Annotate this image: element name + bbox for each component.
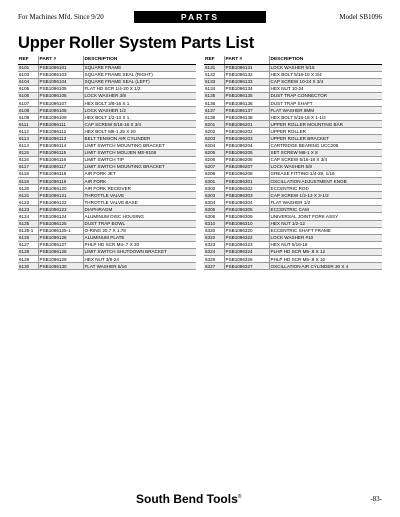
cell-ref: 6134 xyxy=(204,85,224,92)
cell-description: AIR FORK RECEIVER xyxy=(83,185,196,192)
table-row xyxy=(204,78,382,85)
table-row xyxy=(18,135,196,142)
column-header-part: PART # xyxy=(224,56,269,64)
table-row xyxy=(204,114,382,121)
cell-description: THROTTLE VALVE BASE xyxy=(83,199,196,206)
table-row xyxy=(18,78,196,85)
cell-part-number: PSB1096134 xyxy=(224,85,269,92)
cell-part-number: PSB1096320 xyxy=(224,227,269,234)
cell-part-number: PSB1096323 xyxy=(224,241,269,248)
cell-description: ECCENTRIC ROD xyxy=(269,185,382,192)
cell-ref: 6323 xyxy=(204,241,224,248)
table-row xyxy=(18,256,196,263)
cell-ref: 6125-1 xyxy=(18,227,38,234)
table-row xyxy=(204,142,382,149)
table-row xyxy=(204,170,382,177)
cell-part-number: PSB1096201 xyxy=(224,121,269,128)
table-row xyxy=(204,248,382,255)
cell-ref: 6205 xyxy=(204,149,224,156)
table-row xyxy=(204,206,382,213)
cell-description: OSCILLATION ADJUSTMENT KNOB xyxy=(269,178,382,185)
cell-description: PHLP HD SCR M4-.7 X 20 xyxy=(83,241,196,248)
table-row xyxy=(204,92,382,99)
cell-part-number: PSB1096136 xyxy=(224,99,269,106)
cell-description: OSCILLATION AIR CYLINDER 30 X 4 xyxy=(269,263,382,270)
cell-ref: 6303 xyxy=(204,192,224,199)
cell-part-number: PSB1096127 xyxy=(38,241,83,248)
cell-part-number: PSB1096111 xyxy=(38,121,83,128)
cell-part-number: PSB1096104 xyxy=(38,78,83,85)
cell-ref: 6302 xyxy=(204,185,224,192)
table-row xyxy=(18,107,196,114)
parts-table-right-body xyxy=(204,64,382,270)
table-row xyxy=(18,220,196,227)
cell-part-number: PSB1096138 xyxy=(224,114,269,121)
cell-description: PHLP HD SCR M5-.8 X 10 xyxy=(269,256,382,263)
cell-part-number: PSB1096137 xyxy=(224,107,269,114)
cell-part-number: PSB1096116 xyxy=(38,156,83,163)
column-header-ref: REF xyxy=(18,56,38,64)
cell-ref: 6132 xyxy=(204,71,224,78)
table-row xyxy=(204,178,382,185)
cell-ref: 6126 xyxy=(18,234,38,241)
cell-description: CARTRIDGE BEARING UCC205 xyxy=(269,142,382,149)
cell-description: LIMIT SWITCH MOUNTING BRACKET xyxy=(83,142,196,149)
table-row xyxy=(204,220,382,227)
cell-description: DUST TRAP BOWL xyxy=(83,220,196,227)
cell-ref: 6103 xyxy=(18,71,38,78)
table-row xyxy=(18,241,196,248)
cell-ref: 6306 xyxy=(204,213,224,220)
cell-part-number: PSB1096122 xyxy=(38,199,83,206)
cell-part-number: PSB1096303 xyxy=(224,192,269,199)
cell-ref: 6301 xyxy=(204,178,224,185)
cell-ref: 6133 xyxy=(204,78,224,85)
cell-part-number: PSB1096124 xyxy=(38,213,83,220)
cell-ref: 6113 xyxy=(18,135,38,142)
cell-ref: 6123 xyxy=(18,206,38,213)
table-header-row xyxy=(18,56,196,64)
cell-ref: 6108 xyxy=(18,107,38,114)
cell-ref: 6322 xyxy=(204,234,224,241)
cell-description: CAP SCREW 5/16-18 X 3/4 xyxy=(269,156,382,163)
cell-ref: 6324 xyxy=(204,248,224,255)
cell-part-number: PSB1096106 xyxy=(38,92,83,99)
cell-part-number: PSB1096302 xyxy=(224,185,269,192)
cell-description: HEX BOLT 5/16-18 X 1-1/2 xyxy=(269,114,382,121)
cell-part-number: PSB1096208 xyxy=(224,170,269,177)
trademark-mark: ® xyxy=(237,494,242,500)
page-number: -83- xyxy=(370,495,382,503)
cell-part-number: PSB1096119 xyxy=(38,178,83,185)
cell-part-number: PSB1096125 xyxy=(38,220,83,227)
cell-part-number: PSB1096135 xyxy=(224,92,269,99)
table-row xyxy=(204,185,382,192)
cell-part-number: PSB1096205 xyxy=(224,149,269,156)
cell-part-number: PSB1096131 xyxy=(224,64,269,71)
cell-part-number: PSB1096129 xyxy=(38,256,83,263)
cell-description: LOCK WASHER 1/2 xyxy=(83,107,196,114)
cell-description: CAP SCREW 10-24 X 3/4 xyxy=(269,78,382,85)
table-row xyxy=(204,241,382,248)
cell-part-number: PSB1096132 xyxy=(224,71,269,78)
cell-description: HEX NUT 5/16-18 xyxy=(269,241,382,248)
cell-ref: 6122 xyxy=(18,199,38,206)
cell-ref: 6202 xyxy=(204,128,224,135)
cell-ref: 6111 xyxy=(18,121,38,128)
table-row xyxy=(204,71,382,78)
cell-part-number: PSB1096105 xyxy=(38,85,83,92)
cell-ref: 6106 xyxy=(18,92,38,99)
cell-description: LIMIT SWITCH TIP xyxy=(83,156,196,163)
table-row xyxy=(18,71,196,78)
header-section-label: PARTS xyxy=(134,11,266,23)
cell-ref: 6310 xyxy=(204,220,224,227)
table-row xyxy=(204,192,382,199)
cell-description: ECCENTRIC CAM xyxy=(269,206,382,213)
cell-description: LIMIT SWITCH SHUTDOWN BRACKET xyxy=(83,248,196,255)
header-model: Model SB1096 xyxy=(339,13,382,21)
cell-description: ALUMINUM PLATE xyxy=(83,234,196,241)
cell-description: FLAT HD SCR 1/4-20 X 1/2 xyxy=(83,85,196,92)
table-row xyxy=(204,128,382,135)
cell-part-number: PSB1096326 xyxy=(224,256,269,263)
cell-part-number: PSB1096118 xyxy=(38,170,83,177)
cell-ref: 6201 xyxy=(204,121,224,128)
cell-ref: 6117 xyxy=(18,163,38,170)
table-row xyxy=(204,107,382,114)
brand-text: South Bend Tools xyxy=(136,492,238,506)
cell-description: HEX BOLT 1/2-13 X 1 xyxy=(83,114,196,121)
table-row xyxy=(204,99,382,106)
cell-description: LOCK WASHER 5/8 xyxy=(269,163,382,170)
cell-description: PLHP HD SCR M5-.8 X 12 xyxy=(269,248,382,255)
table-row xyxy=(204,256,382,263)
cell-part-number: PSB1096107 xyxy=(38,99,83,106)
table-row xyxy=(204,64,382,71)
table-row xyxy=(204,156,382,163)
table-row xyxy=(18,142,196,149)
cell-description: LIMIT SWITCH MOUJEN ME-8108 xyxy=(83,149,196,156)
table-row xyxy=(204,199,382,206)
cell-part-number: PSB1096322 xyxy=(224,234,269,241)
cell-part-number: PSB1096112 xyxy=(38,128,83,135)
table-row xyxy=(18,170,196,177)
cell-description: LOCK WASHER #10 xyxy=(269,234,382,241)
cell-description: LOCK WASHER 5/16 xyxy=(269,64,382,71)
cell-ref: 6107 xyxy=(18,99,38,106)
cell-description: CAP SCREW 1/2-13 X 3-1/2 xyxy=(269,192,382,199)
cell-part-number: PSB1096306 xyxy=(224,213,269,220)
cell-description: HEX BOLT 5/16-18 X 3/4 xyxy=(269,71,382,78)
table-row xyxy=(18,213,196,220)
cell-part-number: PSB1096113 xyxy=(38,135,83,142)
table-row xyxy=(204,163,382,170)
table-row xyxy=(204,135,382,142)
column-header-description: DESCRIPTION xyxy=(83,56,196,64)
header-machines-note: For Machines Mfd. Since 9/20 xyxy=(18,13,104,21)
cell-ref: 6120 xyxy=(18,185,38,192)
table-row xyxy=(18,192,196,199)
table-row xyxy=(204,121,382,128)
table-row xyxy=(204,85,382,92)
table-row xyxy=(18,149,196,156)
cell-ref: 6206 xyxy=(204,156,224,163)
cell-ref: 6130 xyxy=(18,263,38,270)
cell-ref: 6129 xyxy=(18,256,38,263)
cell-part-number: PSB1096115 xyxy=(38,149,83,156)
cell-ref: 6112 xyxy=(18,128,38,135)
cell-part-number: PSB1096301 xyxy=(224,178,269,185)
cell-ref: 6131 xyxy=(204,64,224,71)
cell-description: SQUARE FRAME SEAL (LEFT) xyxy=(83,78,196,85)
cell-ref: 6327 xyxy=(204,263,224,270)
brand-name xyxy=(136,492,241,506)
table-header-row xyxy=(204,56,382,64)
cell-description: GREASE FITTING 1/4-28, 1/16 xyxy=(269,170,382,177)
table-row xyxy=(18,234,196,241)
cell-part-number: PSB1096108 xyxy=(38,107,83,114)
page-footer xyxy=(18,489,382,509)
cell-ref: 6127 xyxy=(18,241,38,248)
cell-part-number: PSB1096304 xyxy=(224,199,269,206)
table-row xyxy=(204,234,382,241)
cell-description: ALUMINUM DISC HOUSING xyxy=(83,213,196,220)
table-row xyxy=(204,149,382,156)
table-row xyxy=(18,185,196,192)
table-row xyxy=(18,156,196,163)
cell-description: SQUARE FRAME SEAL (RIGHT) xyxy=(83,71,196,78)
page-header xyxy=(18,11,382,23)
cell-description: SQUARE FRAME xyxy=(83,64,196,71)
column-header-description: DESCRIPTION xyxy=(269,56,382,64)
cell-ref: 6304 xyxy=(204,199,224,206)
cell-description: LOCK WASHER 3/8 xyxy=(83,92,196,99)
cell-part-number: PSB1096203 xyxy=(224,135,269,142)
cell-part-number: PSB1096310 xyxy=(224,220,269,227)
cell-ref: 6305 xyxy=(204,206,224,213)
cell-description: UNIVERSAL JOINT FORK ASSY xyxy=(269,213,382,220)
cell-ref: 6203 xyxy=(204,135,224,142)
table-row xyxy=(18,248,196,255)
cell-description: DUST TRAP CONNECTOR xyxy=(269,92,382,99)
table-row xyxy=(18,114,196,121)
table-row xyxy=(18,227,196,234)
table-row xyxy=(18,163,196,170)
table-row xyxy=(18,199,196,206)
table-row xyxy=(18,263,196,270)
table-row xyxy=(18,92,196,99)
cell-ref: 6136 xyxy=(204,99,224,106)
cell-description: UPPER ROLLER xyxy=(269,128,382,135)
page-title: Upper Roller System Parts List xyxy=(18,34,255,52)
table-row xyxy=(204,213,382,220)
cell-ref: 6204 xyxy=(204,142,224,149)
cell-part-number: PSB1096327 xyxy=(224,263,269,270)
cell-part-number: PSB1096207 xyxy=(224,163,269,170)
cell-ref: 6138 xyxy=(204,114,224,121)
cell-description: LIMIT SWITCH MOUNTING BRACKET xyxy=(83,163,196,170)
cell-ref: 6320 xyxy=(204,227,224,234)
cell-ref: 6137 xyxy=(204,107,224,114)
table-row xyxy=(18,178,196,185)
table-row xyxy=(18,206,196,213)
cell-part-number: PSB1096114 xyxy=(38,142,83,149)
cell-part-number: PSB1096130 xyxy=(38,263,83,270)
cell-description: UPPER ROLLER BRACKET xyxy=(269,135,382,142)
column-header-ref: REF xyxy=(204,56,224,64)
table-row xyxy=(18,121,196,128)
cell-ref: 6116 xyxy=(18,156,38,163)
cell-description: DIAPHRAGM xyxy=(83,206,196,213)
cell-description: FLAT WASHER 5/16 xyxy=(83,263,196,270)
cell-description: HEX NUT 1/2-12 xyxy=(269,220,382,227)
cell-description: FLAT WASHER 8MM xyxy=(269,107,382,114)
cell-description: O-RING 20.7 X 1.78 xyxy=(83,227,196,234)
cell-description: BELT TENSION AIR CYLINDER xyxy=(83,135,196,142)
cell-description: ECCENTRIC SHAFT FRAME xyxy=(269,227,382,234)
cell-description: HEX NUT 10-24 xyxy=(269,85,382,92)
cell-ref: 6105 xyxy=(18,85,38,92)
cell-description: DUST TRAP SHAFT xyxy=(269,99,382,106)
table-row xyxy=(204,227,382,234)
parts-table-left-body xyxy=(18,64,196,270)
parts-table-left xyxy=(18,56,196,270)
cell-ref: 6109 xyxy=(18,114,38,121)
cell-part-number: PSB1096126 xyxy=(38,234,83,241)
cell-ref: 6207 xyxy=(204,163,224,170)
cell-description: UPPER ROLLER MOUNTING BAR xyxy=(269,121,382,128)
cell-ref: 6326 xyxy=(204,256,224,263)
table-row xyxy=(18,128,196,135)
parts-tables xyxy=(18,56,382,270)
cell-ref: 6121 xyxy=(18,192,38,199)
cell-part-number: PSB1096133 xyxy=(224,78,269,85)
cell-part-number: PSB1096109 xyxy=(38,114,83,121)
cell-ref: 6208 xyxy=(204,170,224,177)
cell-description: SET SCREW M8-1 X 8 xyxy=(269,149,382,156)
cell-description: HEX BOLT 3/8-16 X 1 xyxy=(83,99,196,106)
cell-ref: 6118 xyxy=(18,170,38,177)
cell-ref: 6114 xyxy=(18,142,38,149)
cell-part-number: PSB1096324 xyxy=(224,248,269,255)
cell-part-number: PSB1096305 xyxy=(224,206,269,213)
cell-part-number: PSB1096121 xyxy=(38,192,83,199)
table-row xyxy=(18,64,196,71)
table-row xyxy=(18,85,196,92)
cell-part-number: PSB1096128 xyxy=(38,248,83,255)
cell-description: FLAT WASHER 1/2 xyxy=(269,199,382,206)
parts-table-right xyxy=(204,56,382,270)
cell-part-number: PSB1096206 xyxy=(224,156,269,163)
cell-part-number: PSB1096117 xyxy=(38,163,83,170)
cell-description: AIR FORK JET xyxy=(83,170,196,177)
cell-part-number: PSB1096103 xyxy=(38,71,83,78)
cell-ref: 6125 xyxy=(18,220,38,227)
cell-ref: 6119 xyxy=(18,178,38,185)
cell-description: CAP SCREW 5/16-18 X 3/4 xyxy=(83,121,196,128)
cell-part-number: PSB1096101 xyxy=(38,64,83,71)
cell-ref: 6104 xyxy=(18,78,38,85)
cell-ref: 6115 xyxy=(18,149,38,156)
table-row xyxy=(204,263,382,270)
cell-ref: 6128 xyxy=(18,248,38,255)
cell-description: HEX BOLT M8-1.25 X 20 xyxy=(83,128,196,135)
cell-ref: 6101 xyxy=(18,64,38,71)
cell-part-number: PSB1096123 xyxy=(38,206,83,213)
table-row xyxy=(18,99,196,106)
cell-part-number: PSB1096120 xyxy=(38,185,83,192)
cell-part-number: PSB1096204 xyxy=(224,142,269,149)
cell-ref: 6124 xyxy=(18,213,38,220)
cell-description: THROTTLE VALVE xyxy=(83,192,196,199)
cell-description: AIR FORK xyxy=(83,178,196,185)
cell-part-number: PSB1096125-1 xyxy=(38,227,83,234)
column-header-part: PART # xyxy=(38,56,83,64)
cell-description: HEX NUT 3/8-24 xyxy=(83,256,196,263)
cell-ref: 6135 xyxy=(204,92,224,99)
cell-part-number: PSB1096202 xyxy=(224,128,269,135)
